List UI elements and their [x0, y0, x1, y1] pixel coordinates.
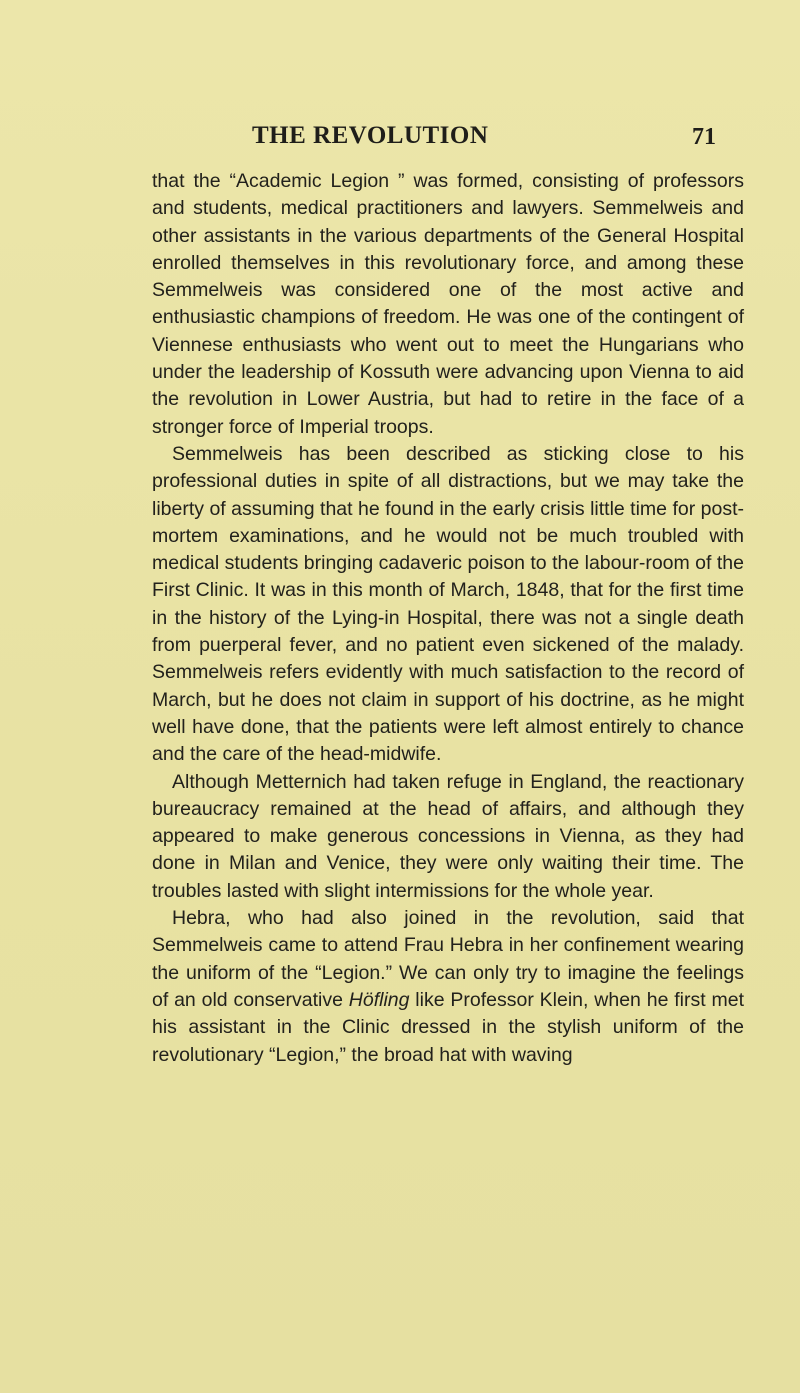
paragraph-4-text-b: like Professor Klein, when he first met his assistant in the Clinic dressed in the stylish uniform of the revolutionary “Legion,” the broad hat with waving: [152, 988, 744, 1066]
paragraph-4-text-a: Hebra, who had also joined in the revolution, said that Semmelweis came to attend Frau Hebra in her confinement wearing the uniform of the “Legion.” We can only try to imagine the feelings of an old conservative: [152, 907, 744, 1011]
paragraph-4-italic-term: Höfling: [348, 988, 410, 1011]
page-header: [152, 122, 744, 156]
paragraph-4: [152, 905, 744, 1069]
body-text: [152, 168, 744, 1069]
paragraph-3: Although Metternich had taken refuge in England, the reactionary bureaucracy remained at the head of affairs, and although they appeared to make generous concessions in Vienna, as they had done in Milan and Venice, they were only waiting their time. The troubles lasted with slight intermissions for the whole year.: [152, 770, 744, 902]
paragraph-1: that the “Academic Legion ” was formed, consisting of professors and students, medical practitioners and lawyers. Semmelweis and other assistants in the various departments of the General Hospital enrolled themselves in this revolutionary force, and among these Semmelweis was considered one of the most active and enthusiastic champions of freedom. He was one of the contingent of Viennese enthusiasts who went out to meet the Hungarians who under the leadership of Kossuth were advancing upon Vienna to aid the revolution in Lower Austria, but had to retire in the face of a stronger force of Imperial troops.: [152, 170, 744, 438]
paragraph-2: Semmelweis has been described as sticking close to his professional duties in spite of all distractions, but we may take the liberty of assuming that he found in the early crisis little time for post-mortem examinations, and he would not be much troubled with medical students bringing cadaveric poison to the labour-room of the First Clinic. It was in this month of March, 1848, that for the first time in the history of the Lying-in Hospital, there was not a single death from puerperal fever, and no patient even sickened of the malady. Semmelweis refers evidently with much satisfaction to the record of March, but he does not claim in support of his doctrine, as he might well have done, that the patients were left almost entirely to chance and the care of the head-midwife.: [152, 442, 744, 766]
running-head: THE REVOLUTION: [252, 122, 489, 149]
page-number: 71: [692, 124, 716, 150]
